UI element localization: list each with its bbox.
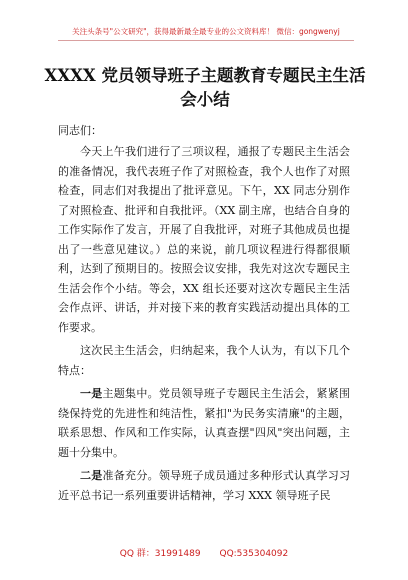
paragraph-text: 今天上午我们进行了三项议程，通报了专题民主生活会的准备情况，我代表班子作了对照检查，我个人也作了对照检查，同志们对我提出了批评意见。下午，XX 同志分别作了对照检查、批评和自我批评。（XX 副主席，也结合自身的工作实际作了发言，开展了自我批评，对班子其他成员也提出了一些意见建议。）总的来说，前几项议程进行得都很顺利，达到了预期目的。按照会议安排，我先对这次专题民主生活会作个小结。等会，XX 组长还要对这次专题民主生活会作点评、讲话，并对接下来的教育实践活动提出具体的工作要求。	[58, 145, 350, 334]
paragraph-lead: 一是	[80, 387, 103, 400]
paragraph	[58, 341, 350, 380]
paragraph	[58, 384, 350, 462]
header-notice: 关注头条号"公文研究"，获得最新最全最专业的公文资料库！ 微信：gongwenyj	[58, 26, 354, 41]
paragraph	[58, 466, 350, 505]
paragraph-lead: 二是	[80, 469, 103, 482]
document-title: XXXX 党员领导班子主题教育专题民主生活会小结	[44, 66, 366, 109]
paragraph-text: 这次民主生活会，归纳起来，我个人认为，有以下几个特点：	[58, 344, 350, 377]
footer-qq-group: QQ 群：31991489	[119, 549, 201, 559]
greeting: 同志们：	[58, 124, 102, 137]
footer-contacts	[0, 546, 408, 559]
paragraph-text: 主题集中。党员领导班子专题民主生活会，紧紧围绕保持党的先进性和纯洁性，紧扣"为民务实清廉"的主题，联系思想、作风和工作实际，认真查摆"四风"突出问题，主题十分集中。	[58, 387, 351, 459]
paragraph	[58, 142, 350, 337]
footer-qq: QQ:535304092	[219, 549, 289, 559]
document-body	[58, 142, 350, 509]
paragraph-text: 准备充分。领导班子成员通过多种形式认真学习习近平总书记一系列重要讲话精神，学习 XXX 领导班子民	[58, 469, 351, 502]
